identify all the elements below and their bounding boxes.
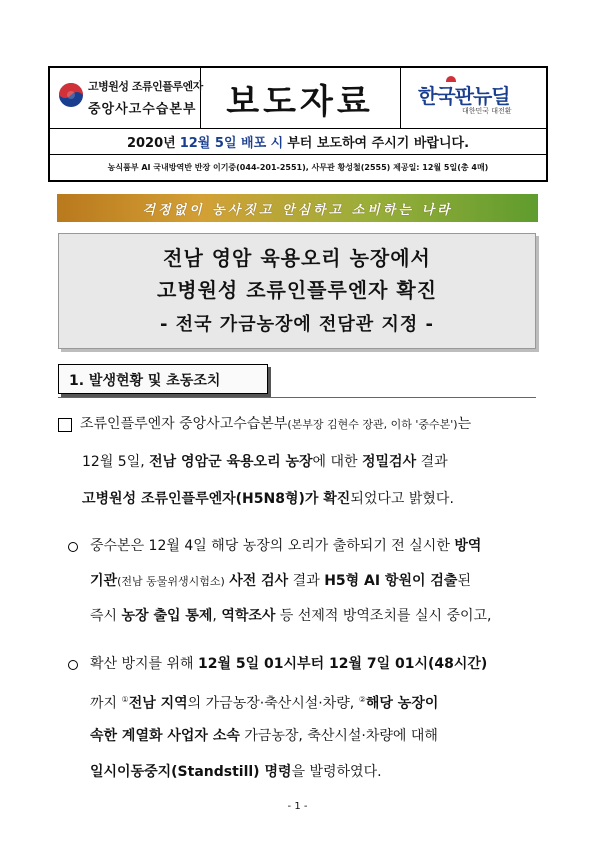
text-span: ② — [358, 695, 366, 704]
circle-bullet-icon — [68, 660, 78, 670]
headline-line2: 고병원성 조류인플루엔자 확진 — [156, 278, 438, 302]
government-emblem-icon — [58, 82, 84, 108]
doc-type-title: 보도자료 — [200, 68, 401, 128]
para3-line4 — [90, 762, 382, 782]
text-span: 즉시 — [90, 608, 118, 624]
para2-line3 — [90, 606, 491, 626]
text-span: 역학조사 — [221, 608, 276, 624]
para3-line3 — [90, 726, 438, 746]
para1-line3 — [82, 489, 454, 509]
text-span: 에 대한 — [312, 454, 358, 470]
text-span: H5형 AI 항원이 검출 — [324, 573, 458, 589]
section-heading: 1. 발생현황 및 초동조치 — [69, 373, 221, 389]
release-suffix: 부터 보도하여 주시기 바랍니다. — [287, 135, 470, 151]
org-name-line2: 중앙사고수습본부 — [88, 102, 197, 117]
text-span: 확산 방지를 위해 — [90, 656, 194, 672]
press-release-header — [48, 66, 548, 182]
text-span: 농장 출입 통제 — [121, 608, 213, 624]
text-span: 12월 5일, — [82, 454, 145, 470]
release-date: 12월 5일 배포 시 — [179, 135, 284, 151]
text-span: 정밀검사 — [362, 454, 417, 470]
brand-name: 한국판뉴딜 — [418, 84, 510, 108]
slogan-banner: 걱정없이 농사짓고 안심하고 소비하는 나라 — [57, 194, 538, 222]
text-span: 까지 — [90, 695, 118, 712]
text-span: , — [212, 608, 217, 624]
text-span: ① — [121, 695, 129, 704]
text-span: 는 — [457, 416, 472, 432]
headline-line1: 전남 영암 육용오리 농장에서 — [163, 246, 431, 270]
para3-line1 — [90, 654, 487, 674]
text-span: 속한 계열화 사업자 소속 — [90, 728, 240, 744]
text-span: 방역 — [454, 538, 482, 554]
release-notice — [50, 128, 546, 155]
text-span: 결과 — [420, 454, 448, 470]
text-span: 일시이동중지(Standstill) 명령 — [90, 764, 292, 780]
para3-line2 — [90, 690, 438, 714]
text-span: 고병원성 조류인플루엔자(H5N8형)가 확진 — [82, 491, 351, 507]
contact-info: 농식품부 AI 국내방역반 반장 이기중(044-201-2551), 사무관 황성철(2555) 제공일: 12월 5일(총 4매) — [107, 162, 489, 172]
section-divider — [58, 397, 536, 398]
para1-line2 — [82, 452, 448, 472]
text-span: 전남 지역 — [128, 695, 188, 712]
org-name-line1: 고병원성 조류인플루엔자 — [88, 80, 203, 93]
text-span: 12월 5일 01시부터 12월 7일 01시(48시간) — [198, 656, 488, 672]
headline-box — [58, 233, 536, 349]
para2-line2 — [90, 571, 471, 592]
release-prefix: 2020년 — [126, 135, 176, 151]
text-span: 결과 — [292, 573, 320, 589]
text-span: 된 — [457, 573, 471, 589]
text-span: 사전 검사 — [229, 573, 289, 589]
headline-subtitle: - 전국 가금농장에 전담관 지정 - — [160, 314, 434, 335]
brand-subtitle: 대한민국 대전환 — [462, 107, 512, 115]
section-heading-box — [58, 364, 268, 394]
text-span: 중수본은 12월 4일 해당 농장의 오리가 출하되기 전 실시한 — [90, 538, 450, 554]
text-span: 기관 — [90, 573, 118, 589]
text-span: (본부장 김현수 장관, 이하 '중수본') — [287, 418, 458, 431]
text-span: 해당 농장이 — [365, 695, 439, 712]
text-span: 되었다고 밝혔다. — [350, 491, 454, 507]
para2-line1 — [90, 536, 481, 556]
square-bullet-icon — [58, 418, 72, 432]
text-span: 등 선제적 방역조치를 실시 중이고, — [279, 608, 492, 624]
text-span: 을 발령하였다. — [291, 764, 382, 780]
ministry-logo-cell — [50, 68, 201, 128]
text-span: 의 가금농장·축산시설·차량, — [187, 695, 355, 712]
text-span: 조류인플루엔자 중앙사고수습본부 — [80, 416, 288, 432]
text-span: 전남 영암군 육용오리 농장 — [149, 454, 313, 470]
header-top-row — [50, 68, 546, 129]
circle-bullet-icon — [68, 542, 78, 552]
brand-logo-cell — [400, 68, 546, 128]
para1-line1 — [80, 414, 471, 435]
page-number: - 1 - — [287, 801, 308, 812]
text-span: (전남 동물위생시험소) — [117, 575, 225, 588]
text-span: 가금농장, 축산시설·차량에 대해 — [244, 728, 438, 744]
